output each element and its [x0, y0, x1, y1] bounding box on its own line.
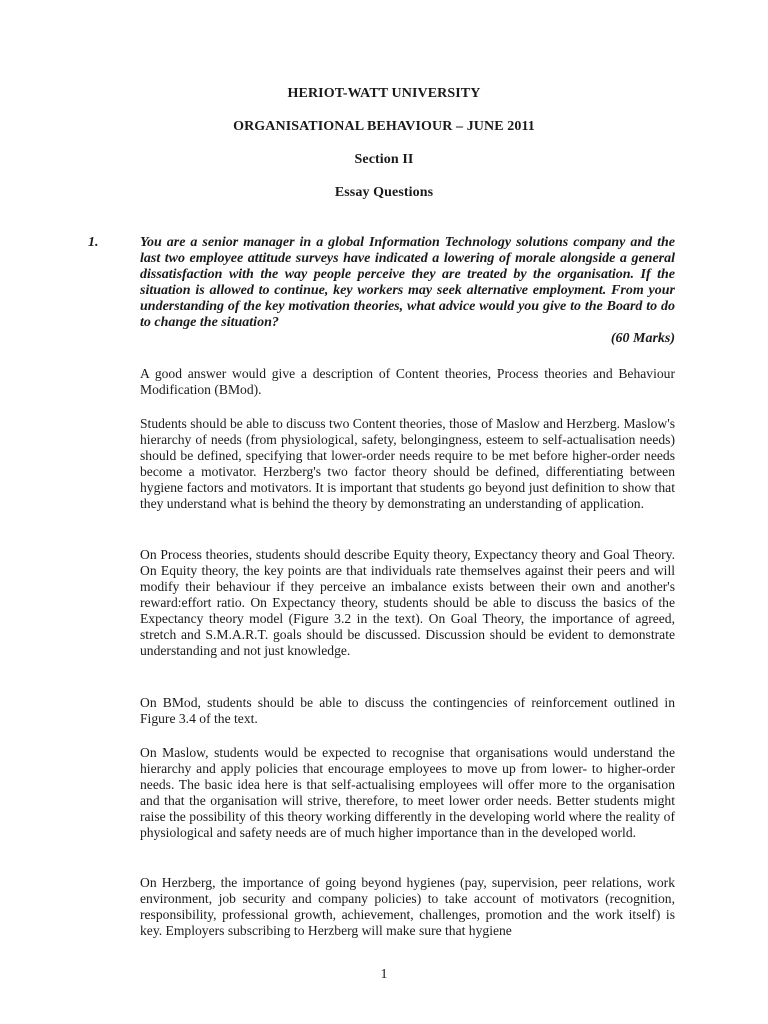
- university-title: HERIOT-WATT UNIVERSITY: [287, 86, 481, 101]
- page-number: 1: [380, 967, 388, 982]
- answer-paragraph: Students should be able to discuss two Content theories, those of Maslow and Herzberg. Maslow's hierarchy of needs (from physiological, safety, belongingness, esteem to self-actualisation needs) should be defined, specifying that lower-order needs require to be met before higher-order needs become a motivator. Herzberg's two factor theory should be defined, differentiating between hygiene factors and motivators. It is important that students go beyond just definition to show that they understand what is behind the theory by demonstrating an understanding of application.: [140, 416, 675, 511]
- essay-questions-heading: Essay Questions: [334, 185, 434, 200]
- answer-paragraph: On Process theories, students should describe Equity theory, Expectancy theory and Goal Theory. On Equity theory, the key points are that individuals rate themselves against their peers and will modify their behaviour if they perceive an imbalance exists between their own and another's reward:effort ratio. On Expectancy theory, students should be able to discuss the basics of the Expectancy theory model (Figure 3.2 in the text). On Goal Theory, the importance of agreed, stretch and S.M.A.R.T. goals should be discussed. Discussion should be evident to demonstrate understanding and not just knowledge.: [140, 547, 675, 658]
- answer-paragraph: On BMod, students should be able to discuss the contingencies of reinforcement outlined in Figure 3.4 of the text.: [140, 695, 675, 726]
- question-number: 1.: [88, 235, 99, 250]
- answer-paragraph: A good answer would give a description of Content theories, Process theories and Behaviour Modification (BMod).: [140, 366, 675, 397]
- question-text: You are a senior manager in a global Information Technology solutions company and the last two employee attitude surveys have indicated a lowering of morale alongside a general dissatisfaction with the way people perceive they are treated by the organisation. If the situation is allowed to continue, key workers may seek alternative employment. From your understanding of the key motivation theories, what advice would you give to the Board to do to change the situation?: [140, 235, 675, 330]
- answer-paragraph: On Maslow, students would be expected to recognise that organisations would understand the hierarchy and apply policies that encourage employees to move up from lower- to higher-order needs. The basic idea here is that self-actualising employees will offer more to the organisation and that the organisation will strive, therefore, to meet lower order needs. Better students might raise the possibility of this theory working differently in the developing world where the reality of physiological and safety needs are of much higher importance than in the developed world.: [140, 745, 675, 840]
- section-title: Section II: [354, 152, 414, 167]
- answer-paragraph: On Herzberg, the importance of going beyond hygienes (pay, supervision, peer relations, work environment, job security and company policies) to take account of motivators (recognition, responsibility, professional growth, achievement, challenges, promotion and the work itself) is key. Employers subscribing to Herzberg will make sure that hygiene: [140, 875, 675, 938]
- course-title: ORGANISATIONAL BEHAVIOUR – JUNE 2011: [233, 119, 535, 134]
- question-marks: (60 Marks): [610, 331, 675, 346]
